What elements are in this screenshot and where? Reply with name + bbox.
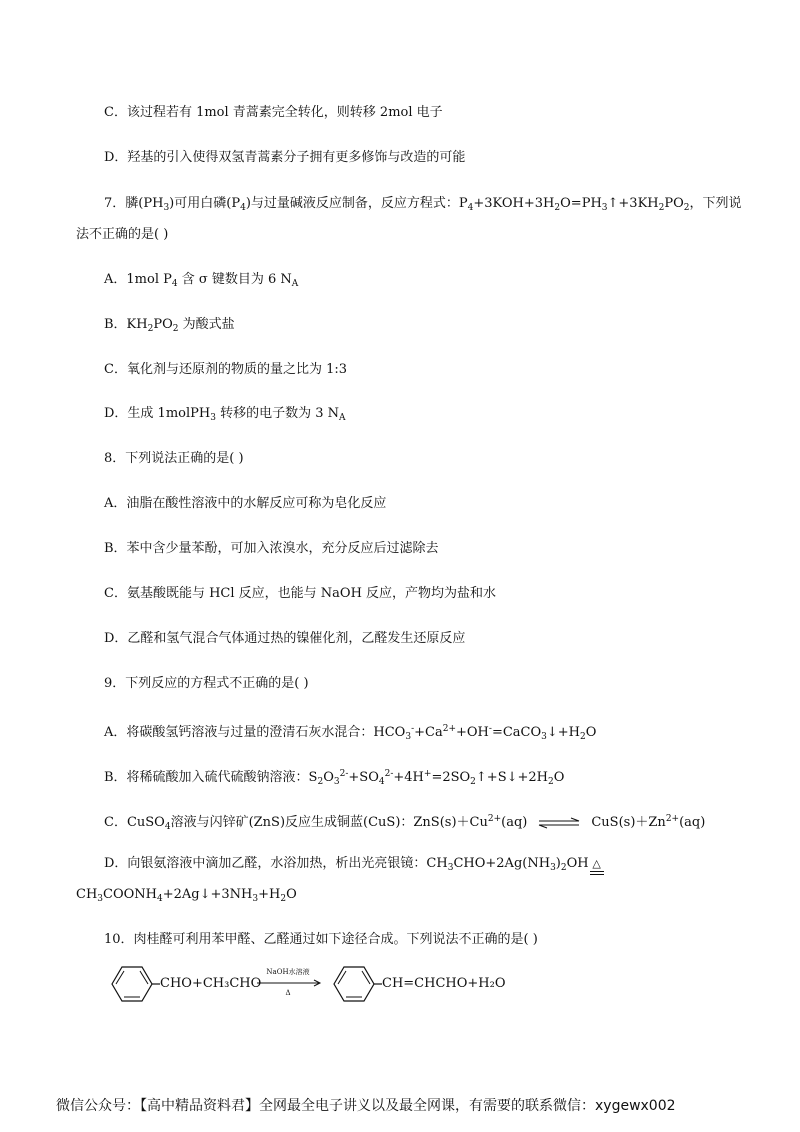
benzene-ring-product-icon: [326, 962, 382, 1006]
question-9-option-a: A．将碳酸氢钙溶液与过量的澄清石灰水混合：$HCO_3^-+Ca^{2+}+OH^-=CaCO_3↓+H_2O$: [104, 724, 597, 742]
reaction-arrow-icon: [256, 979, 322, 987]
question-9-stem: 9．下列反应的方程式不正确的是( ): [104, 676, 309, 691]
question-9-option-d: D．向银氨溶液中滴加乙醛，水浴加热，析出光亮银镜：$CH_3CHO+2Ag(NH_3)_2OH$ △: [104, 855, 605, 877]
arrow-condition-bottom: Δ: [285, 989, 291, 997]
products-text: CH=CHCHO+H₂O: [382, 976, 506, 991]
question-8-option-c: C．氨基酸既能与 HCl 反应，也能与 NaOH 反应，产物均为盐和水: [104, 586, 497, 601]
question-10-stem: 10．肉桂醛可利用苯甲醛、乙醛通过如下途径合成。下列说法不正确的是( ): [104, 932, 538, 947]
question-7-option-c: C．氧化剂与还原剂的物质的量之比为 1:3: [104, 362, 348, 377]
question-9-option-c: C．CuSO$_4$溶液与闪锌矿(ZnS)反应生成铜蓝(CuS)：$ZnS(s)+Cu^{2+}(aq)$ $CuS(s)+Zn^{2+}(aq)$: [104, 814, 706, 832]
question-7-option-b: B．$KH_2PO_2$ 为酸式盐: [104, 317, 235, 334]
question-8-option-a: A．油脂在酸性溶液中的水解反应可称为皂化反应: [104, 496, 387, 511]
cinnamaldehyde-reaction-scheme: [104, 962, 524, 1006]
question-8-option-d: D．乙醛和氢气混合气体通过热的镍催化剂，乙醛发生还原反应: [104, 631, 466, 646]
footer-banner: 微信公众号：【高中精品资料君】全网最全电子讲义以及最全网课，有需要的联系微信：xygewx002: [56, 1098, 676, 1114]
question-8-option-b: B．苯中含少量苯酚，可加入浓溴水，充分反应后过滤除去: [104, 541, 439, 556]
question-6-option-d: D．羟基的引入使得双氢青蒿素分子拥有更多修饰与改造的可能: [104, 150, 466, 165]
question-9-option-b: B．将稀硫酸加入硫代硫酸钠溶液：$S_2O_3^{2-}+SO_4^{2-}+4H^+=2SO_2↑+S↓+2H_2O$: [104, 769, 565, 787]
heat-condition-sign: △: [589, 855, 605, 873]
equilibrium-arrow-icon: [537, 817, 581, 829]
question-6-option-c: C．该过程若有 1mol 青蒿素完全转化，则转移 2mol 电子: [104, 105, 443, 120]
reactants-text: CHO+CH₃CHO: [160, 976, 262, 991]
question-7-stem: 7．膦$(PH_3)$可用白磷$(P_4)$与过量碱液反应制备，反应方程式：$P_4+3KOH+3H_2O=PH_3↑+3KH_2PO_2$，下列说: [104, 196, 742, 213]
benzene-ring-icon: [104, 962, 160, 1006]
question-7-stem-continued: 法不正确的是( ): [76, 227, 169, 242]
question-7-option-d: D．生成 1molPH$_3$ 转移的电子数为 3 $N_A$: [104, 406, 346, 423]
question-8-stem: 8．下列说法正确的是( ): [104, 451, 244, 466]
arrow-condition-top: NaOH水溶液: [266, 968, 310, 976]
question-9-option-d-continued: $CH_3COONH_4+2Ag↓+3NH_3+H_2O$: [76, 887, 297, 904]
question-7-option-a: A．1mol $P_4$ 含 σ 键数目为 6 $N_A$: [104, 272, 299, 289]
